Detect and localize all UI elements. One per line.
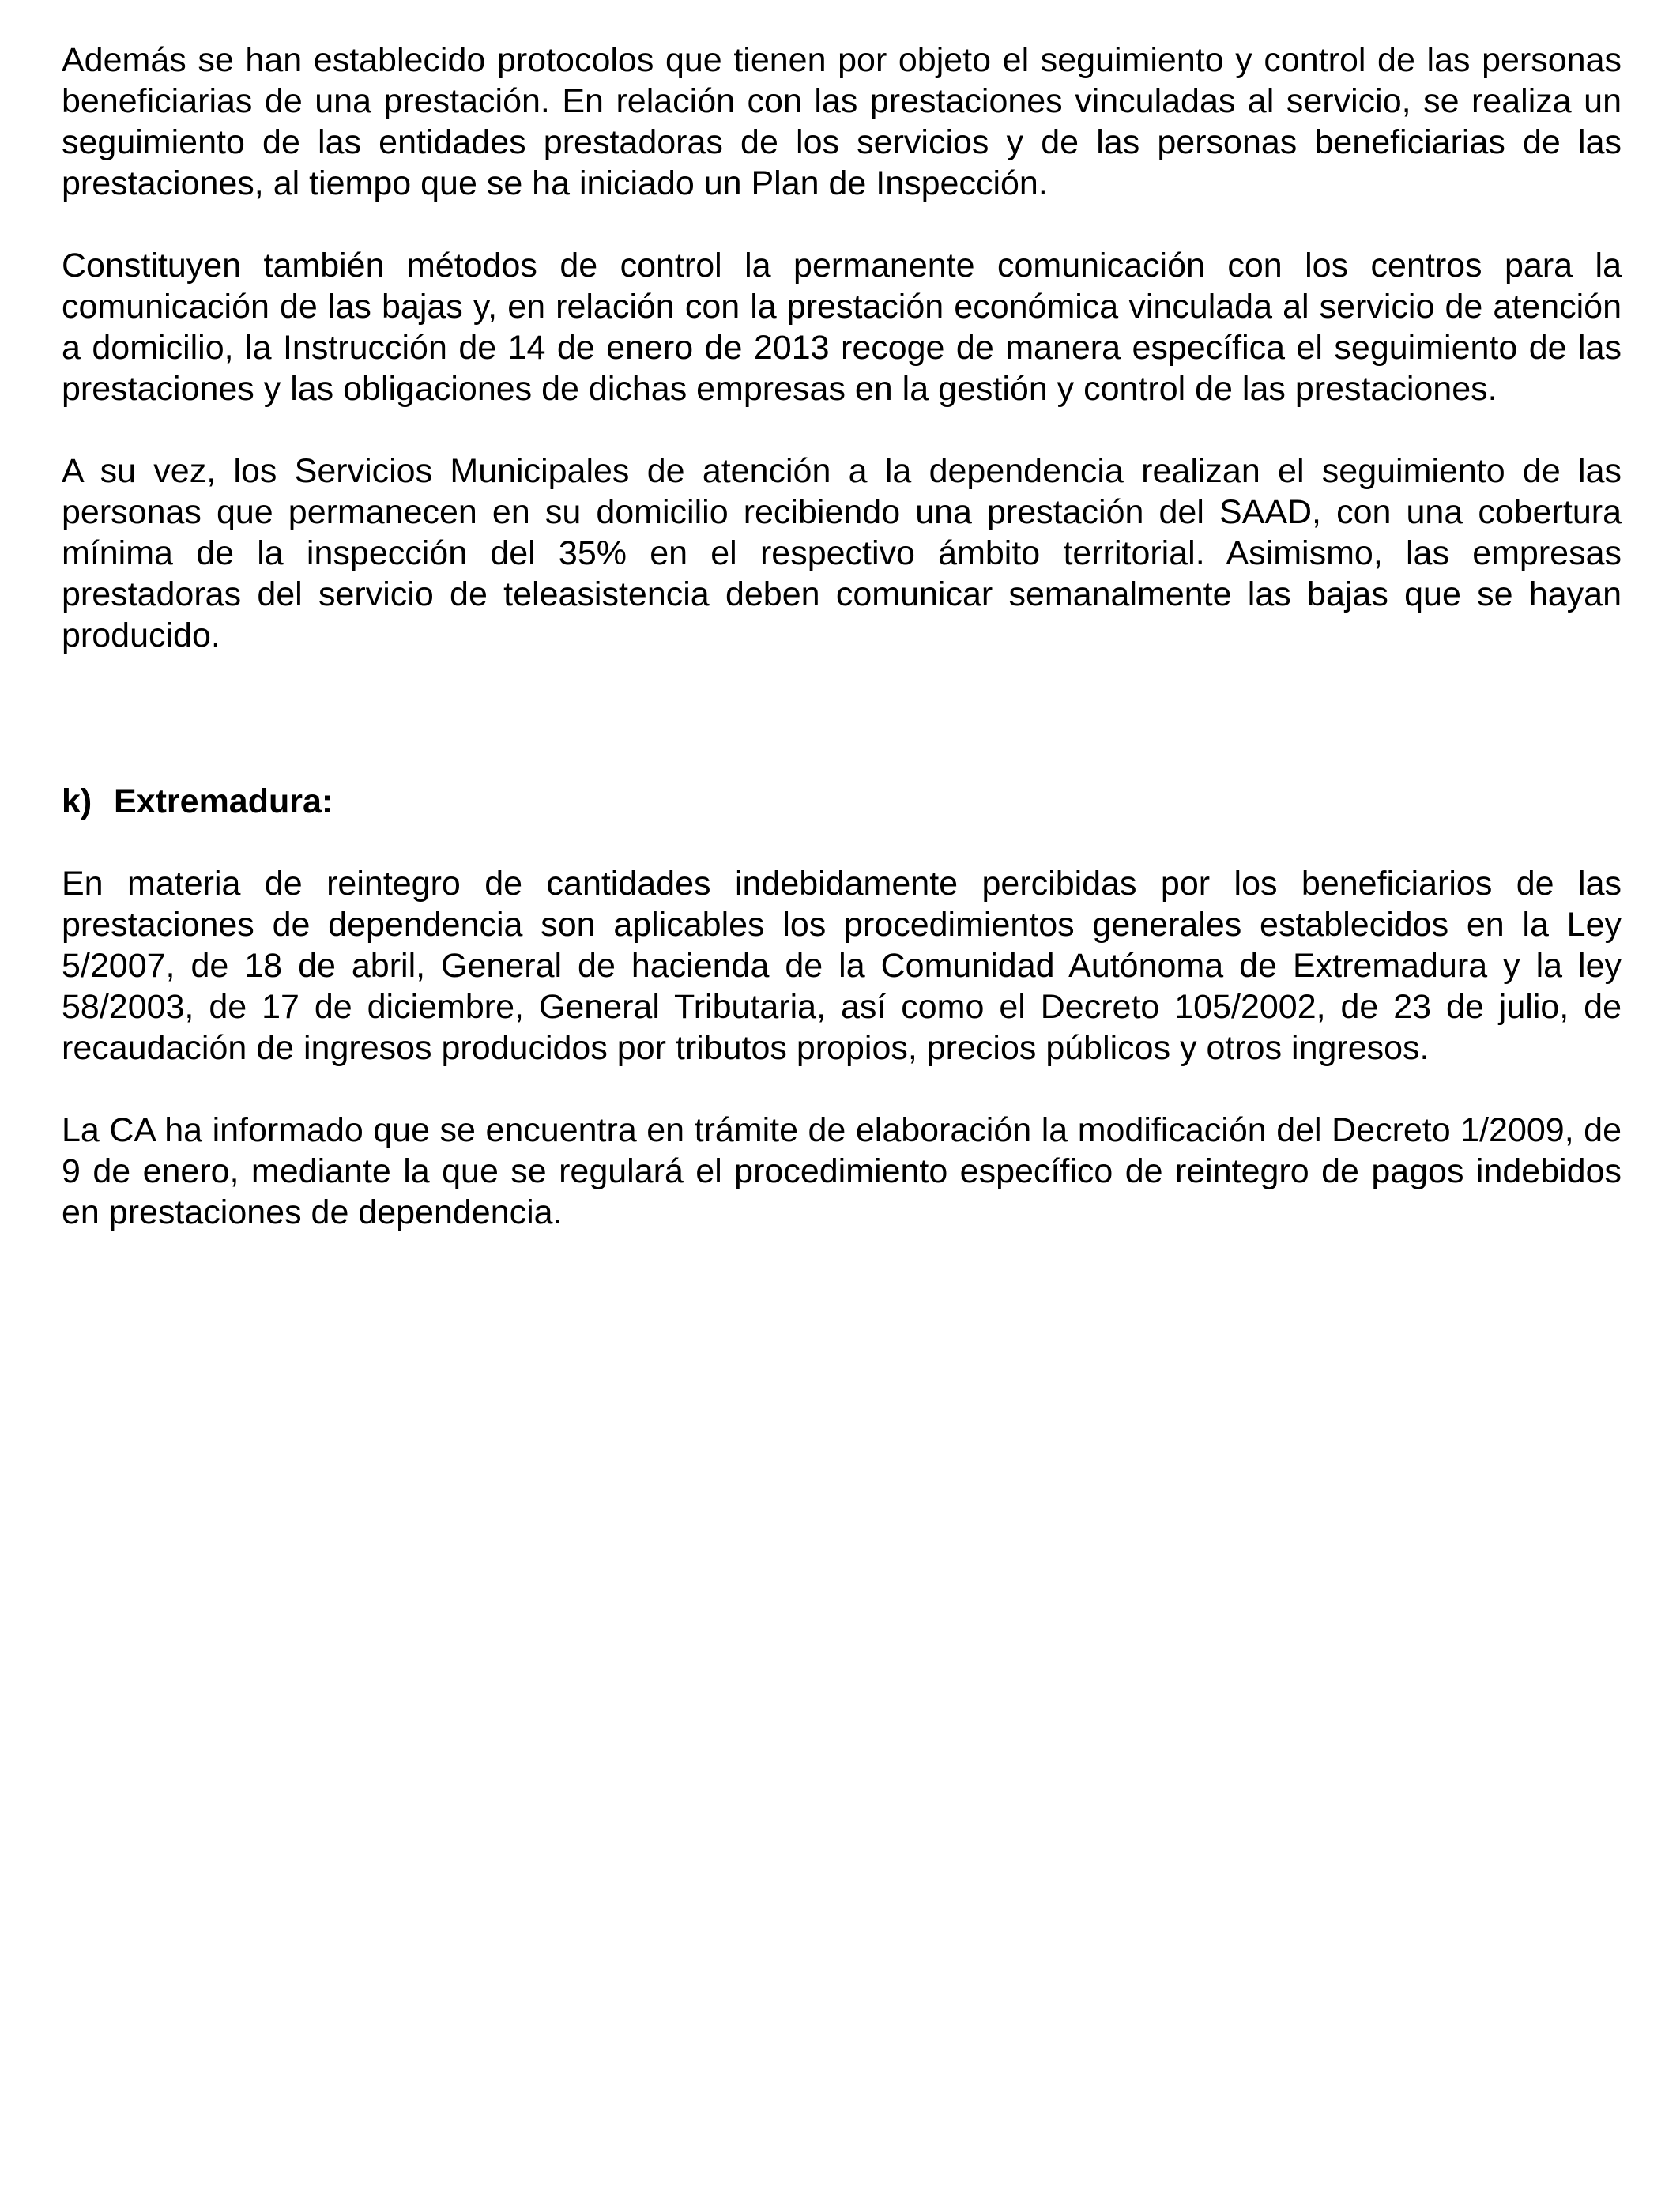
paragraph-control-methods: Constituyen también métodos de control la permanente comunicación con los centros para la comunicación de las bajas y, en relación con la prestación económica vinculada al servicio de atención a domicilio, la Instrucción de 14 de enero de 2013 recoge de manera específica el seguimiento de las prestaciones y las obligaciones de dichas empresas en la gestión y control de las prestaciones. — [62, 247, 1622, 408]
section-heading-extremadura — [62, 781, 1622, 822]
paragraph-reintegro: En materia de reintegro de cantidades indebidamente percibidas por los beneficiarios de las prestaciones de dependencia son aplicables los procedimientos generales establecidos en la Ley 5/2007, de 18 de abril, General de hacienda de la Comunidad Autónoma de Extremadura y la ley 58/2003, de 17 de diciembre, General Tributaria, así como el Decreto 105/2002, de 23 de julio, de recaudación de ingresos producidos por tributos propios, precios públicos y otros ingresos. — [62, 865, 1622, 1067]
paragraph-spacer — [62, 204, 1622, 245]
section-marker: k) — [62, 782, 92, 820]
paragraph-protocols: Además se han establecido protocolos que tienen por objeto el seguimiento y control de las personas beneficiarias de una prestación. En relación con las prestaciones vinculadas al servicio, se realiza un seguimiento de las entidades prestadoras de los servicios y de las personas beneficiarias de las prestaciones, al tiempo que se ha iniciado un Plan de Inspección. — [62, 41, 1622, 202]
paragraph-spacer — [62, 409, 1622, 450]
paragraph-municipal-services: A su vez, los Servicios Municipales de atención a la dependencia realizan el seguimiento de las personas que permanecen en su domicilio recibiendo una prestación del SAAD, con una cobertura mínima de la inspección del 35% en el respectivo ámbito territorial. Asimismo, las empresas prestadoras del servicio de teleasistencia deben comunicar semanalmente las bajas que se hayan producido. — [62, 452, 1622, 654]
document-body — [62, 40, 1622, 1233]
paragraph-spacer — [62, 822, 1622, 863]
section-title: Extremadura: — [114, 782, 333, 820]
paragraph-ca-informado: La CA ha informado que se encuentra en trámite de elaboración la modificación del Decreto 1/2009, de 9 de enero, mediante la que se regulará el procedimiento específico de reintegro de pagos indebidos en prestaciones de dependencia. — [62, 1111, 1622, 1231]
section-spacer — [62, 656, 1622, 781]
paragraph-spacer — [62, 1069, 1622, 1110]
